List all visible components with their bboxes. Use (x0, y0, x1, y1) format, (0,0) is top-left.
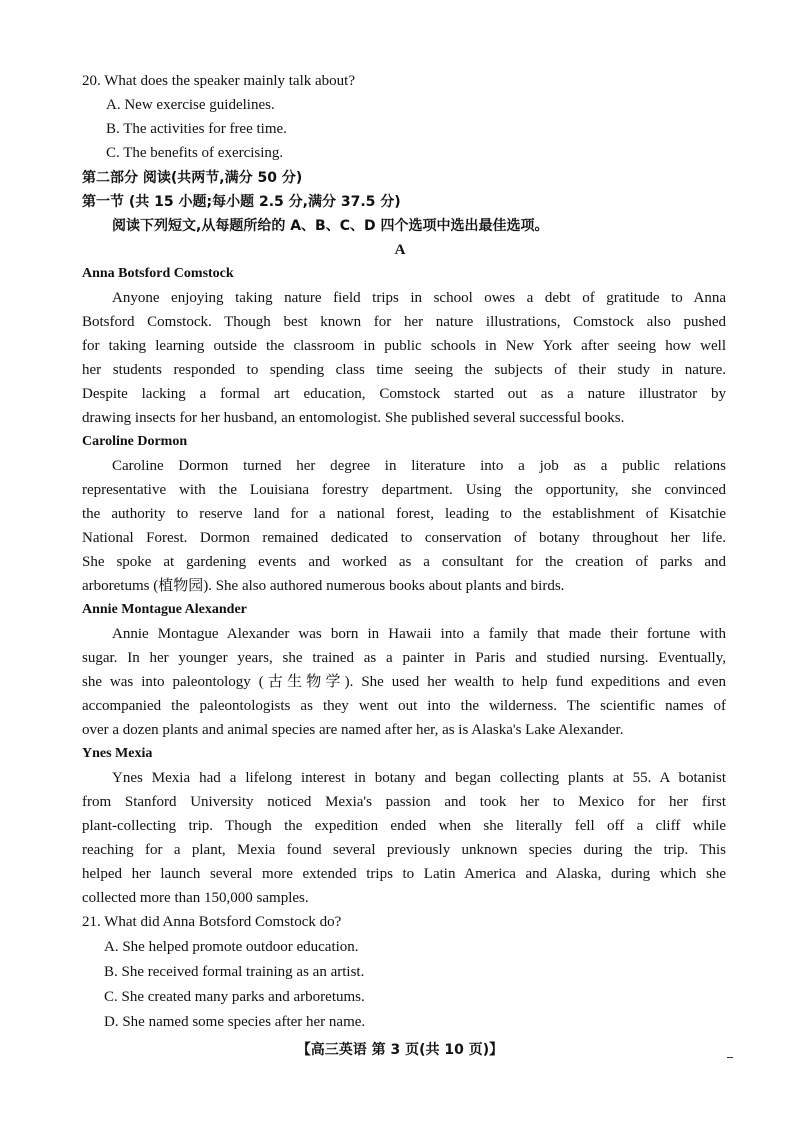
paragraph-line: arboretums (植物园). She also authored numerous books about plants and birds. (82, 578, 565, 594)
paragraph-line: accompanied the paleontologists as they went out into the wilderness. The scientific names of (82, 698, 726, 714)
paragraph-line: Botsford Comstock. Though best known for her nature illustrations, Comstock also pushed (82, 314, 726, 330)
q20-option-a: A. New exercise guidelines. (106, 97, 275, 113)
paragraph-line: Ynes Mexia had a lifelong interest in botany and began collecting plants at 55. A botanist (112, 770, 726, 786)
q21-option-b: B. She received formal training as an artist. (104, 964, 365, 980)
paragraph-line: Caroline Dormon turned her degree in literature into a job as a public relations (112, 458, 726, 474)
paragraph-line: reaching for a plant, Mexia found several previously unknown species during the trip. This (82, 842, 726, 858)
paragraph-line: she was into paleontology (古生物学). She used her wealth to help fund expeditions and even (82, 674, 726, 690)
person-heading: Ynes Mexia (82, 746, 153, 761)
passage-label: A (394, 242, 406, 258)
paragraph-line: collected more than 150,000 samples. (82, 890, 309, 906)
scan-mark (727, 1057, 733, 1058)
q20-option-b: B. The activities for free time. (106, 121, 287, 137)
paragraph-line: for taking learning outside the classroom in public schools in New York after seeing how well (82, 338, 726, 354)
paragraph-line: over a dozen plants and animal species are named after her, as is Alaska's Lake Alexander. (82, 722, 624, 738)
q20-stem: 20. What does the speaker mainly talk about? (82, 73, 355, 89)
q21-option-a: A. She helped promote outdoor education. (104, 939, 359, 955)
page-footer: 【高三英语 第 3 页(共 10 页)】 (296, 1042, 504, 1058)
person-heading: Caroline Dormon (82, 434, 188, 449)
q21-stem: 21. What did Anna Botsford Comstock do? (82, 914, 342, 930)
instruction: 阅读下列短文,从每题所给的 A、B、C、D 四个选项中选出最佳选项。 (112, 218, 549, 234)
paragraph-line: from Stanford University noticed Mexia's passion and took her to Mexico for her first (82, 794, 726, 810)
paragraph-line: helped her launch several more extended trips to Latin America and Alaska, during which she (82, 866, 726, 882)
person-heading: Anna Botsford Comstock (82, 266, 234, 281)
q21-option-d: D. She named some species after her name. (104, 1014, 366, 1030)
q21-option-c: C. She created many parks and arboretums. (104, 989, 365, 1005)
paragraph-line: her students responded to spending class time seeing the subjects of their study in nature. (82, 362, 726, 378)
q20-option-c: C. The benefits of exercising. (106, 145, 284, 161)
paragraph-line: National Forest. Dormon remained dedicated to conservation of botany throughout her life. (82, 530, 726, 546)
paragraph-line: drawing insects for her husband, an entomologist. She published several successful books. (82, 410, 625, 426)
paragraph-line: representative with the Louisiana forestry department. Using the opportunity, she convinced (82, 482, 726, 498)
paragraph-line: Despite lacking a formal art education, Comstock started out as a nature illustrator by (82, 386, 726, 402)
paragraph-line: sugar. In her younger years, she trained as a painter in Paris and studied nursing. Eventually, (82, 650, 726, 666)
paragraph-line: Annie Montague Alexander was born in Hawaii into a family that made their fortune with (112, 626, 726, 642)
sub-title: 第一节 (共 15 小题;每小题 2.5 分,满分 37.5 分) (82, 194, 401, 210)
paragraph-line: Anyone enjoying taking nature field trips in school owes a debt of gratitude to Anna (112, 290, 726, 306)
person-heading: Annie Montague Alexander (82, 602, 247, 617)
paragraph-line: the authority to reserve land for a national forest, leading to the establishment of Kisatchie (82, 506, 726, 522)
paragraph-line: plant-collecting trip. Though the expedition ended when she literally fell off a cliff while (82, 818, 726, 834)
part-title: 第二部分 阅读(共两节,满分 50 分) (82, 170, 303, 186)
paragraph-line: She spoke at gardening events and worked as a consultant for the creation of parks and (82, 554, 726, 570)
